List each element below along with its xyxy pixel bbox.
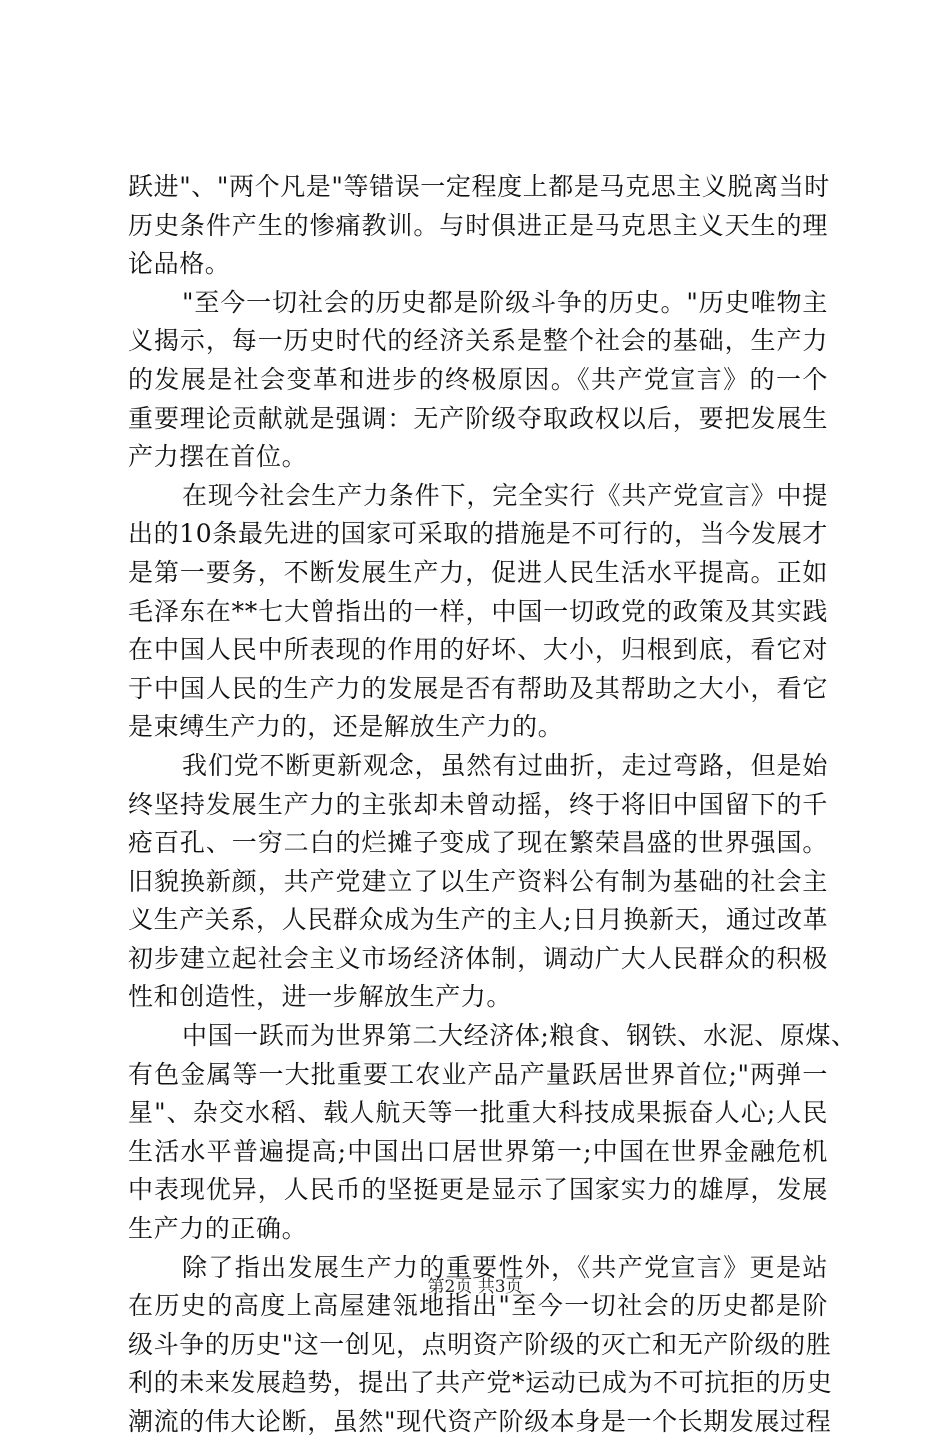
text-line: 生产力的正确。 <box>128 1214 308 1244</box>
text-line: 有色金属等一大批重要工农业产品产量跃居世界首位;"两弹一 <box>128 1059 828 1089</box>
text-line: 是束缚生产力的，还是解放生产力的。 <box>128 712 564 742</box>
text-line: 重要理论贡献就是强调：无产阶级夺取政权以后，要把发展生 <box>128 403 828 433</box>
text-line: 初步建立起社会主义市场经济体制，调动广大人民群众的积极 <box>128 943 828 973</box>
text-line: 义生产关系，人民群众成为生产的主人;日月换新天，通过改革 <box>128 905 829 935</box>
paragraph-5 <box>128 1017 857 1249</box>
text-line: "至今一切社会的历史都是阶级斗争的历史。"历史唯物主 <box>182 287 828 317</box>
text-line: 历史条件产生的惨痛教训。与时俱进正是马克思主义天生的理 <box>128 210 828 240</box>
text-line: 旧貌换新颜，共产党建立了以生产资料公有制为基础的社会主 <box>128 866 828 896</box>
paragraph-1 <box>128 168 828 284</box>
text-line: 星"、杂交水稻、载人航天等一批重大科技成果振奋人心;人民 <box>128 1098 828 1128</box>
text-line: 论品格。 <box>128 249 231 279</box>
paragraph-2 <box>128 284 828 477</box>
text-line: 终坚持发展生产力的主张却未曾动摇，终于将旧中国留下的千 <box>128 789 828 819</box>
document-body <box>128 168 857 1442</box>
text-line: 疮百孔、一穷二白的烂摊子变成了现在繁荣昌盛的世界强国。 <box>128 828 828 858</box>
text-line: 中表现优异，人民币的坚挺更是显示了国家实力的雄厚，发展 <box>128 1175 828 1205</box>
text-line: 中国一跃而为世界第二大经济体;粮食、钢铁、水泥、原煤、 <box>182 1021 857 1051</box>
text-line: 在中国人民中所表现的作用的好坏、大小，归根到底，看它对 <box>128 635 828 665</box>
text-line: 的发展是社会变革和进步的终极原因。《共产党宣言》的一个 <box>128 364 828 394</box>
text-line: 产力摆在首位。 <box>128 442 308 472</box>
text-line: 毛泽东在**七大曾指出的一样，中国一切政党的政策及其实践 <box>128 596 828 626</box>
text-line: 性和创造性，进一步解放生产力。 <box>128 982 513 1012</box>
text-line: 在历史的高度上高屋建瓴地指出"至今一切社会的历史都是阶 <box>128 1291 828 1321</box>
page-number-label: 第2页 共3页 <box>427 1277 523 1297</box>
text-line: 我们党不断更新观念，虽然有过曲折，走过弯路，但是始 <box>182 750 828 780</box>
text-line: 利的未来发展趋势，提出了共产党*运动已成为不可抗拒的历史 <box>128 1368 833 1398</box>
paragraph-3 <box>128 477 828 747</box>
text-line: 潮流的伟大论断，虽然"现代资产阶级本身是一个长期发展过程 <box>128 1407 832 1436</box>
text-line: 生活水平普遍提高;中国出口居世界第一;中国在世界金融危机 <box>128 1136 828 1166</box>
text-line: 出的10条最先进的国家可采取的措施是不可行的，当今发展才 <box>128 519 828 549</box>
paragraph-4 <box>128 747 828 1017</box>
text-line: 义揭示，每一历史时代的经济关系是整个社会的基础，生产力 <box>128 326 828 356</box>
text-line: 级斗争的历史"这一创见，点明资产阶级的灭亡和无产阶级的胜 <box>128 1329 832 1359</box>
text-line: 于中国人民的生产力的发展是否有帮助及其帮助之大小，看它 <box>128 673 828 703</box>
text-line: 是第一要务，不断发展生产力，促进人民生活水平提高。正如 <box>128 557 828 587</box>
text-line: 除了指出发展生产力的重要性外，《共产党宣言》更是站 <box>182 1252 828 1282</box>
page-footer <box>0 1276 950 1298</box>
text-line: 跃进"、"两个凡是"等错误一定程度上都是马克思主义脱离当时 <box>128 172 830 201</box>
text-line: 在现今社会生产力条件下，完全实行《共产党宣言》中提 <box>182 480 828 510</box>
